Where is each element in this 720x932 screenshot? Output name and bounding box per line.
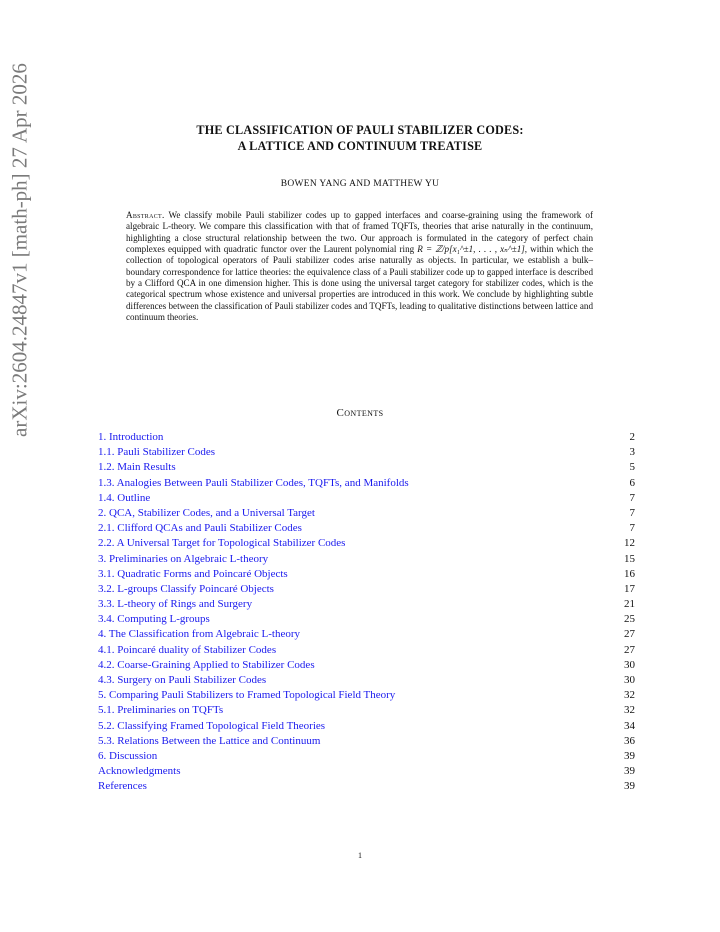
toc-row (98, 764, 635, 779)
toc-page-number: 17 (624, 582, 635, 595)
toc-row (98, 460, 635, 475)
arxiv-identifier-text: arXiv:2604.24847v1 [math-ph] 27 Apr 2026 (7, 63, 32, 437)
toc-row (98, 476, 635, 491)
toc-page-number: 5 (629, 461, 635, 474)
abstract-label: Abstract. (126, 210, 165, 220)
toc-page-number: 7 (629, 522, 635, 535)
toc-page-number: 15 (624, 552, 635, 565)
toc-row (98, 688, 635, 703)
toc-entry-link[interactable]: 4. The Classification from Algebraic L-theory (98, 628, 301, 641)
toc-row (98, 612, 635, 627)
toc-page-number: 34 (624, 719, 635, 732)
toc-entry-link[interactable]: 2.2. A Universal Target for Topological Stabilizer Codes (98, 537, 346, 550)
toc-page-number: 32 (624, 704, 635, 717)
toc-page-number: 21 (624, 598, 635, 611)
contents-heading: Contents (336, 407, 384, 419)
toc-entry-link[interactable]: 3.3. L-theory of Rings and Surgery (98, 598, 253, 611)
toc-page-number: 2 (629, 431, 635, 443)
toc-page-number: 16 (624, 567, 635, 580)
toc-row (98, 506, 635, 521)
toc-row (98, 779, 635, 794)
toc-entry-link[interactable]: Acknowledgments (98, 765, 181, 778)
toc-row (98, 703, 635, 718)
toc-entry-link[interactable]: 1.2. Main Results (98, 461, 176, 474)
toc-entry-link[interactable]: 1.3. Analogies Between Pauli Stabilizer Codes, TQFTs, and Manifolds (98, 476, 409, 489)
toc-page-number: 30 (624, 658, 635, 671)
toc-entry-link[interactable]: 5.2. Classifying Framed Topological Field Theories (98, 719, 326, 732)
abstract-text-part-2: , within which the collection of topological operators of Pauli stabilizer codes arise naturally as objects. In particular, we establish a bulk–boundary correspondence for lattice theories: the equivalence class of a Pauli stabilizer code up to gapped interface is described by a Clifford QCA in one dimension higher. This is done using the universal target category for stabilizer codes, which is the categorical spectrum whose existence and universal properties are introduced in this work. We conclude by highlighting subtle differences between the classification of Pauli stabilizer codes and TQFTs, leading to qualitative distinctions between lattice and continuum theories. (126, 244, 593, 323)
toc-row (98, 719, 635, 734)
toc-entry-link[interactable]: 1.1. Pauli Stabilizer Codes (98, 446, 216, 459)
table-of-contents (98, 430, 635, 795)
toc-page-number: 30 (624, 674, 635, 686)
toc-row (98, 582, 635, 597)
toc-row (98, 749, 635, 764)
toc-row (98, 536, 635, 551)
toc-row (98, 445, 635, 460)
toc-page-number: 3 (629, 446, 635, 459)
toc-entry-link[interactable]: 5.3. Relations Between the Lattice and Continuum (98, 734, 321, 747)
toc-page-number: 39 (624, 780, 635, 793)
toc-entry-link[interactable]: 3.1. Quadratic Forms and Poincaré Objects (98, 567, 288, 580)
toc-entry-link[interactable]: 5.1. Preliminaries on TQFTs (98, 704, 224, 717)
toc-entry-link[interactable]: 2.1. Clifford QCAs and Pauli Stabilizer Codes (98, 522, 302, 535)
toc-entry-link[interactable]: 3. Preliminaries on Algebraic L-theory (98, 552, 269, 565)
toc-row (98, 643, 635, 658)
toc-page-number: 7 (629, 506, 635, 519)
toc-row (98, 567, 635, 582)
toc-entry-link[interactable]: References (98, 780, 147, 793)
toc-page-number: 6 (629, 476, 635, 489)
toc-entry-link[interactable]: 2. QCA, Stabilizer Codes, and a Universal Target (98, 506, 315, 519)
paper-title (0, 122, 720, 154)
toc-entry-link[interactable]: 4.1. Poincaré duality of Stabilizer Codes (98, 643, 277, 656)
toc-entry-link[interactable]: 4.3. Surgery on Pauli Stabilizer Codes (98, 674, 267, 686)
abstract-text-part-1: We classify mobile Pauli stabilizer codes up to gapped interfaces and coarse-graining using the framework of algebraic L-theory. We compare this classification with that of framed TQFTs, theories that arise naturally in the continuum, highlighting a close structural relationship between the two. Our approach is formulated in the category of perfect chain complexes equipped with quadratic functor over the Laurent polynomial ring (126, 210, 594, 255)
toc-entry-link[interactable]: 4.2. Coarse-Graining Applied to Stabilizer Codes (98, 658, 315, 671)
toc-entry-link[interactable]: 1.4. Outline (98, 491, 151, 504)
toc-page-number: 27 (624, 643, 635, 656)
toc-row (98, 658, 635, 673)
page-number: 1 (358, 851, 362, 860)
toc-page-number: 27 (624, 628, 635, 641)
toc-row (98, 734, 635, 749)
toc-row (98, 552, 635, 567)
toc-entry-link[interactable]: 1. Introduction (98, 431, 164, 443)
abstract (126, 210, 593, 323)
paper-title-line-1: THE CLASSIFICATION OF PAULI STABILIZER CODES: (196, 123, 524, 137)
toc-page-number: 25 (624, 613, 635, 626)
toc-page-number: 32 (624, 689, 635, 702)
paper-title-line-2: A LATTICE AND CONTINUUM TREATISE (237, 139, 483, 153)
toc-entry-link[interactable]: 3.4. Computing L-groups (98, 613, 210, 626)
toc-page-number: 39 (624, 765, 635, 778)
toc-page-number: 39 (624, 749, 635, 762)
toc-row (98, 673, 635, 688)
toc-page-number: 12 (624, 537, 635, 550)
toc-row (98, 491, 635, 506)
paper-authors: BOWEN YANG AND MATTHEW YU (280, 179, 440, 189)
abstract-math-ring: R = ℤ/p[x₁^±1, . . . , xₙ^±1] (417, 244, 525, 255)
toc-entry-link[interactable]: 3.2. L-groups Classify Poincaré Objects (98, 582, 274, 595)
toc-entry-link[interactable]: 6. Discussion (98, 749, 158, 762)
toc-row (98, 430, 635, 445)
toc-row (98, 521, 635, 536)
toc-row (98, 597, 635, 612)
toc-row (98, 627, 635, 642)
toc-page-number: 7 (629, 491, 635, 504)
toc-entry-link[interactable]: 5. Comparing Pauli Stabilizers to Framed Topological Field Theory (98, 689, 396, 702)
toc-page-number: 36 (624, 734, 635, 747)
